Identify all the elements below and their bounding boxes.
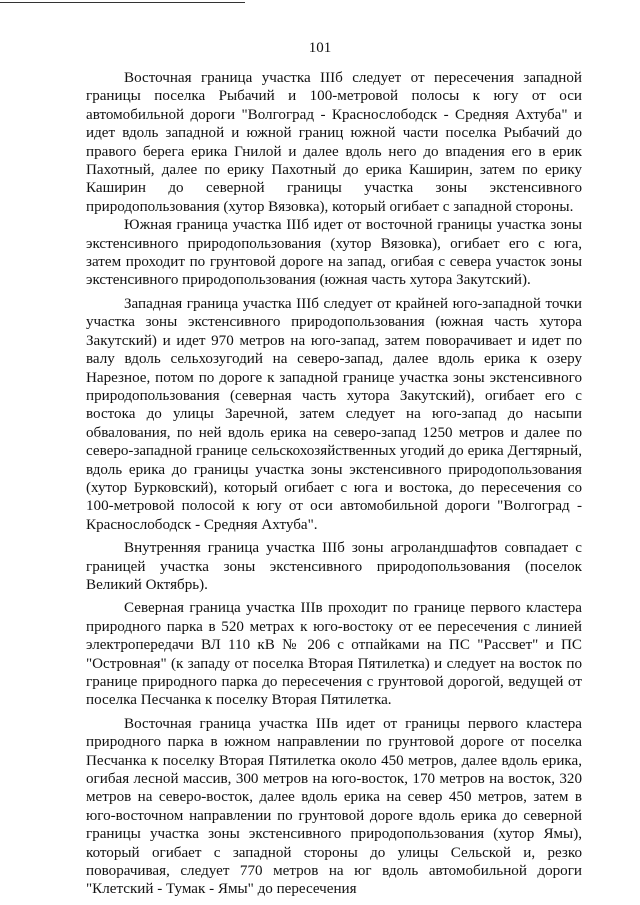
paragraph-west-boundary-3b: Западная граница участка IIIб следует от крайней юго-западной точки участка зоны экстенсивного природопользования (южная часть хутора Закутский) и идет 970 метров на юго-запад, затем поворачивает и идет по валу вдоль сельхозугодий на северо-запад, далее вдоль ерика к озеру Нарезное, потом по дороге к западной границе участка зоны экстенсивного природопользования (северная часть хутора Закутский), огибает его с востока до улицы Заречной, затем следует на юго-запад до насыпи обвалования, по ней вдоль ерика на северо-запад 1250 метров и далее по северо-западной границе сельскохозяйственных угодий до ерика Дегтярный, вдоль ерика до границы участка зоны экстенсивного природопользования (хутор Бурковский), который огибает с юга и востока, до пересечения со 100-метровой полосой к югу от оси автомобильной дороги "Волгоград - Краснослободск - Средняя Ахтуба". — [86, 295, 582, 533]
header-rule — [0, 2, 245, 3]
paragraph-south-boundary-3b: Южная граница участка IIIб идет от восточной границы участка зоны экстенсивного природопользования (хутор Вязовка), огибает его с юга, затем проходит по грунтовой дороге на запад, огибая с севера участок зоны экстенсивного природопользования (южная часть хутора Закутский). — [86, 217, 582, 289]
paragraph-east-boundary-3v: Восточная граница участка IIIв идет от границы первого кластера природного парка в южном направлении по грунтовой дороге от поселка Песчанка к поселку Вторая Пятилетка около 450 метров, далее вдоль ерика, огибая лесной массив, 300 метров на юго-восток, 170 метров на восток, 320 метров на северо-восток, далее вдоль ерика на север 450 метров, затем в юго-восточном направлении по грунтовой дороге вдоль ерика до северной границы участка зоны экстенсивного природопользования (хутор Ямы), который огибает с западной стороны до улицы Сельской и, резко поворачивая, следует 770 метров на юг вдоль автомобильной дороги "Клетский - Тумак - Ямы" до пересечения — [86, 715, 582, 898]
paragraph-inner-boundary-3b: Внутренняя граница участка IIIб зоны агроландшафтов совпадает с границей участка зоны экстенсивного природопользования (поселок Великий Октябрь). — [86, 540, 582, 593]
page-number: 101 — [308, 40, 332, 56]
document-body — [86, 69, 582, 899]
paragraph-east-boundary-3b: Восточная граница участка IIIб следует от пересечения западной границы поселка Рыбачий и 100-метровой полосы к югу от оси автомобильной дороги "Волгоград - Краснослободск - Средняя Ахтуба" и идет вдоль западной и южной границ южной части поселка Рыбачий до правого берега ерика Гнилой и далее вдоль него до впадения его в ерик Пахотный, далее по ерику Пахотный до ерика Каширин, затем по ерику Каширин до северной границы участка зоны экстенсивного природопользования (хутор Вязовка), который огибает с западной стороны. — [86, 70, 582, 215]
paragraph-north-boundary-3v: Северная граница участка IIIв проходит по границе первого кластера природного парка в 520 метрах к юго-востоку от ее пересечения с линией электропередачи ВЛ 110 кВ № 206 с отпайками на ПС "Рассвет" и ПС "Островная" (к западу от поселка Вторая Пятилетка) и следует на восток по границе природного парка до пересечения с грунтовой дорогой, ведущей от поселка Песчанка к поселку Вторая Пятилетка. — [86, 600, 582, 709]
